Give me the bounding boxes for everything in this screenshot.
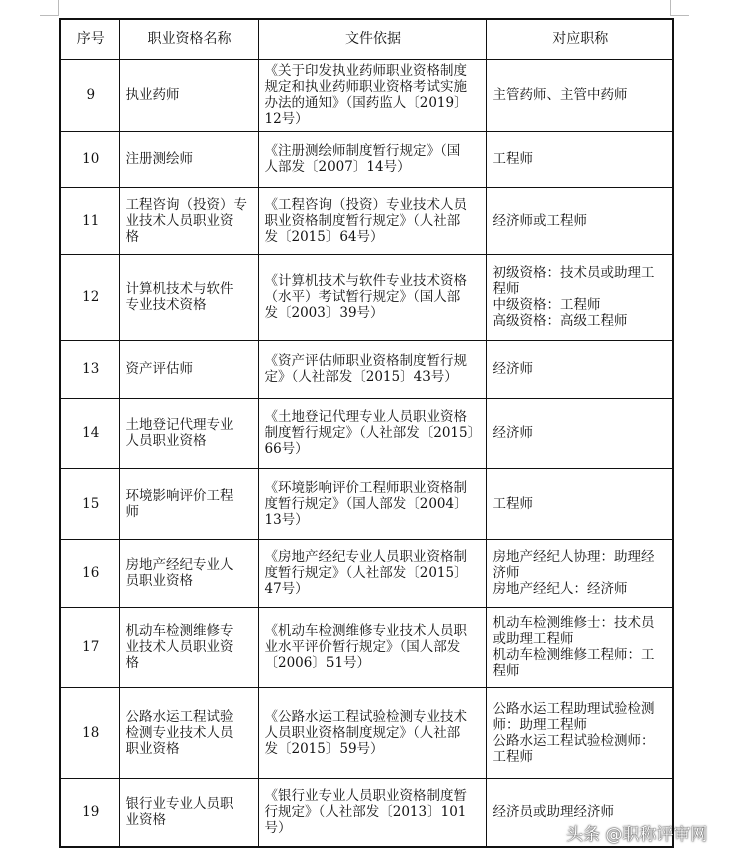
corresponding-title: 经济师 [486, 398, 673, 468]
header-document-basis: 文件依据 [258, 19, 486, 59]
qualification-name: 公路水运工程试验 检测专业技术人员 职业资格 [119, 687, 258, 778]
document-basis: 《机动车检测维修专业技术人员职 业水平评价暂行规定》（国人部发 〔2006〕51号） [258, 607, 486, 687]
table-row [60, 607, 673, 687]
corresponding-title: 主管药师、主管中药师 [486, 59, 673, 131]
corresponding-title: 工程师 [486, 468, 673, 539]
corresponding-title: 机动车检测维修士：技术员 或助理工程师 机动车检测维修工程师：工 程师 [486, 607, 673, 687]
row-number: 9 [60, 59, 119, 131]
table-row [60, 187, 673, 254]
qualification-name: 土地登记代理专业 人员职业资格 [119, 398, 258, 468]
row-number: 17 [60, 607, 119, 687]
row-number: 13 [60, 340, 119, 398]
row-number: 11 [60, 187, 119, 254]
table-row [60, 687, 673, 778]
corresponding-title: 初级资格：技术员或助理工 程师 中级资格：工程师 高级资格：高级工程师 [486, 254, 673, 340]
document-basis: 《资产评估师职业资格制度暂行规 定》（人社部发〔2015〕43号） [258, 340, 486, 398]
row-number: 10 [60, 131, 119, 187]
row-number: 16 [60, 539, 119, 607]
table-row [60, 131, 673, 187]
document-basis: 《计算机技术与软件专业技术资格 （水平）考试暂行规定》（国人部 发〔2003〕39号） [258, 254, 486, 340]
header-number: 序号 [60, 19, 119, 59]
row-number: 15 [60, 468, 119, 539]
qualification-name: 资产评估师 [119, 340, 258, 398]
qualification-name: 执业药师 [119, 59, 258, 131]
table-row [60, 398, 673, 468]
header-qualification-name: 职业资格名称 [119, 19, 258, 59]
qualification-table [59, 18, 674, 848]
table-row [60, 539, 673, 607]
row-number: 19 [60, 778, 119, 847]
page-corner-mark-left [58, 0, 59, 16]
corresponding-title: 经济员或助理经济师 [486, 778, 673, 847]
page-corner-mark-right [670, 0, 671, 16]
qualification-name: 计算机技术与软件 专业技术资格 [119, 254, 258, 340]
corresponding-title: 工程师 [486, 131, 673, 187]
document-basis: 《注册测绘师制度暂行规定》（国 人部发〔2007〕14号） [258, 131, 486, 187]
document-basis: 《关于印发执业药师职业资格制度 规定和执业药师职业资格考试实施 办法的通知》（国药监人〔2019〕 12号） [258, 59, 486, 131]
corresponding-title: 经济师 [486, 340, 673, 398]
qualification-name: 工程咨询（投资）专 业技术人员职业资 格 [119, 187, 258, 254]
table-row [60, 468, 673, 539]
corresponding-title: 经济师或工程师 [486, 187, 673, 254]
document-basis: 《房地产经纪专业人员职业资格制 度暂行规定》（人社部发〔2015〕 47号） [258, 539, 486, 607]
qualification-name: 机动车检测维修专 业技术人员职业资 格 [119, 607, 258, 687]
corresponding-title: 房地产经纪人协理：助理经 济师 房地产经纪人：经济师 [486, 539, 673, 607]
qualification-name: 银行业专业人员职 业资格 [119, 778, 258, 847]
document-basis: 《土地登记代理专业人员职业资格 制度暂行规定》（人社部发〔2015〕 66号） [258, 398, 486, 468]
row-number: 14 [60, 398, 119, 468]
watermark: 头条 @职称评审网 [566, 825, 708, 845]
row-number: 18 [60, 687, 119, 778]
qualification-name: 环境影响评价工程 师 [119, 468, 258, 539]
header-row [60, 19, 673, 59]
corresponding-title: 公路水运工程助理试验检测 师：助理工程师 公路水运工程试验检测师： 工程师 [486, 687, 673, 778]
page-corner-mark-right-h [670, 15, 689, 16]
table-row [60, 254, 673, 340]
document-basis: 《银行业专业人员职业资格制度暂 行规定》（人社部发〔2013〕101 号） [258, 778, 486, 847]
table-row [60, 340, 673, 398]
row-number: 12 [60, 254, 119, 340]
page-corner-mark-left-h [40, 15, 59, 16]
qualification-name: 注册测绘师 [119, 131, 258, 187]
table-row [60, 59, 673, 131]
document-basis: 《环境影响评价工程师职业资格制 度暂行规定》（国人部发〔2004〕 13号） [258, 468, 486, 539]
document-basis: 《公路水运工程试验检测专业技术 人员职业资格制度规定》（人社部 发〔2015〕59号） [258, 687, 486, 778]
document-basis: 《工程咨询（投资）专业技术人员 职业资格制度暂行规定》（人社部 发〔2015〕64号） [258, 187, 486, 254]
header-corresponding-title: 对应职称 [486, 19, 673, 59]
qualification-name: 房地产经纪专业人 员职业资格 [119, 539, 258, 607]
